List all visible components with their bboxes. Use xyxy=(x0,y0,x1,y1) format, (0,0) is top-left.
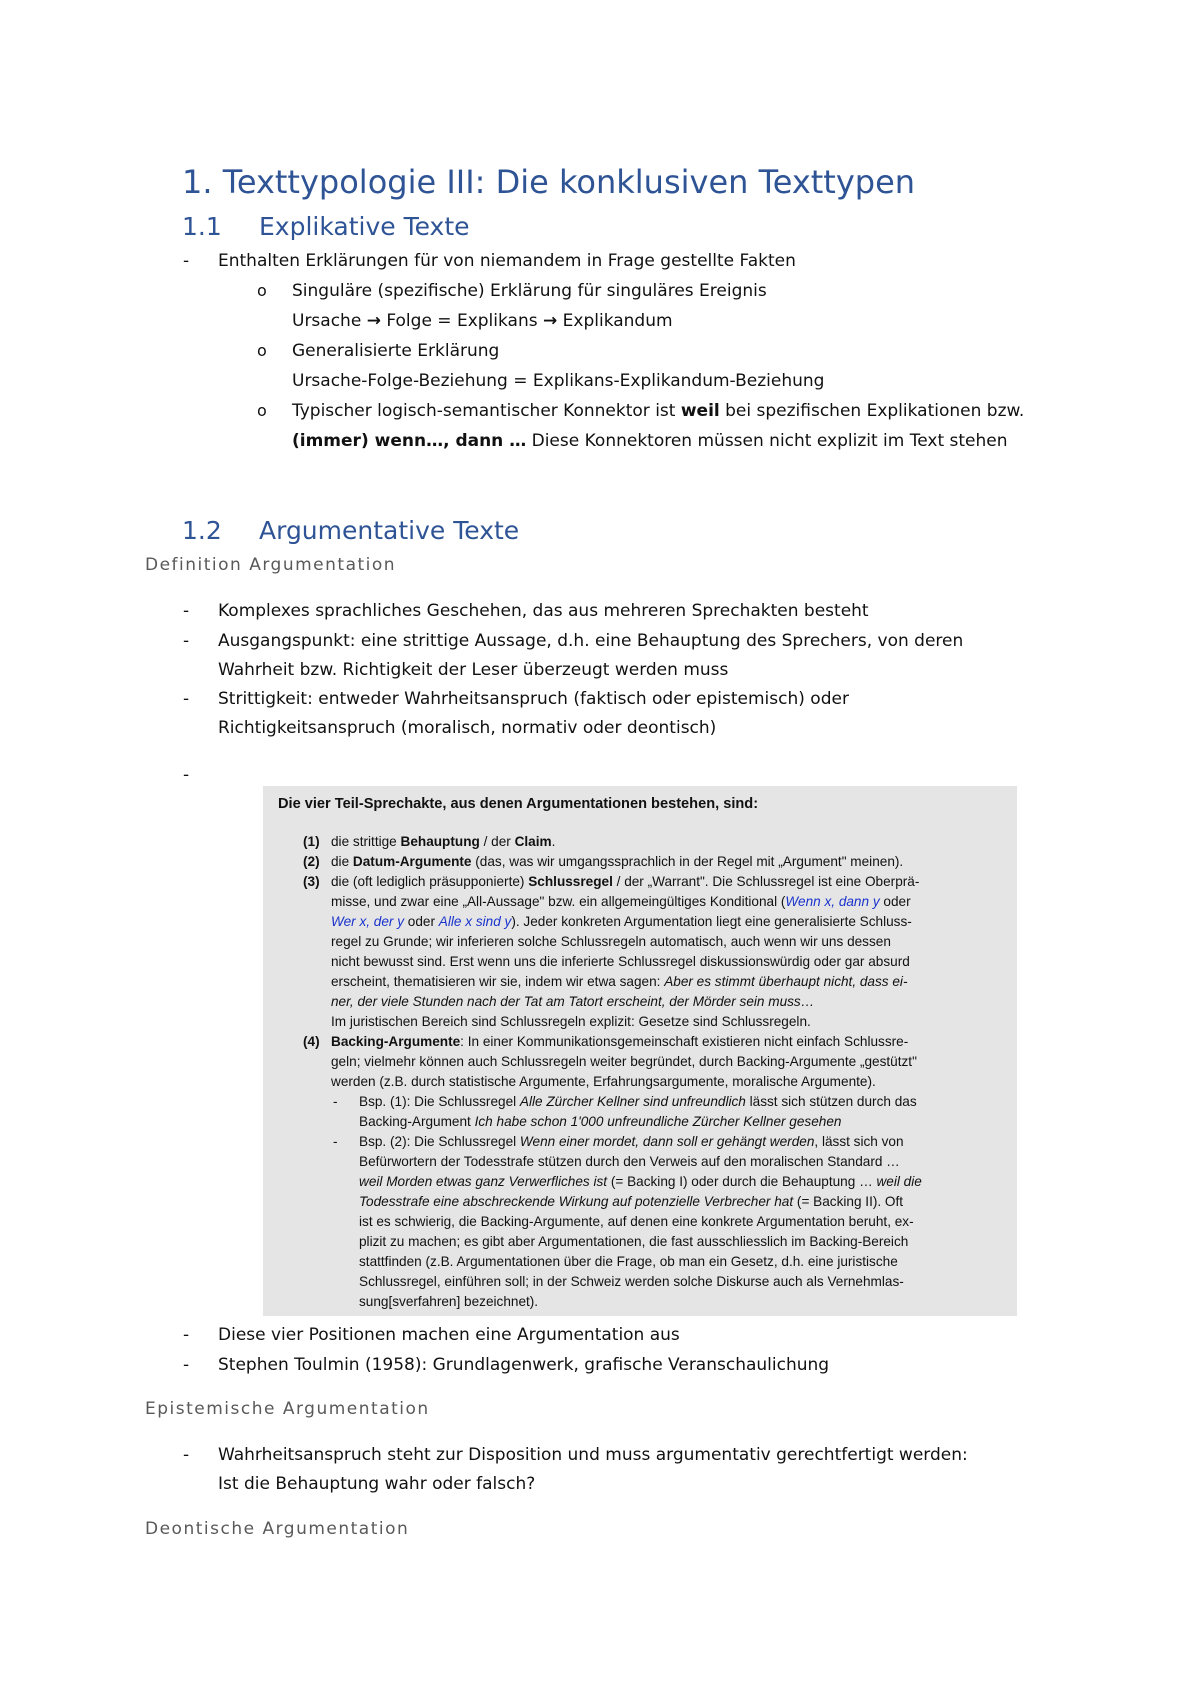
list-item: Singuläre (spezifische) Erklärung für singuläres Ereignis xyxy=(292,281,767,301)
figure-line: die strittige Behauptung / der Claim. xyxy=(331,834,556,849)
figure-line: plizit zu machen; es gibt aber Argumentationen, die fast ausschliesslich im Backing-Bereich xyxy=(359,1234,909,1249)
figure-number: (1) xyxy=(303,834,320,849)
circle-bullet: o xyxy=(257,401,267,420)
figure-line: die (oft lediglich präsupponierte) Schlussregel / der „Warrant". Die Schlussregel ist eine Oberprä- xyxy=(331,874,920,889)
list-item-continuation: (immer) wenn…, dann … Diese Konnektoren müssen nicht explizit im Text stehen xyxy=(292,431,1008,451)
list-item: Typischer logisch-semantischer Konnektor ist weil bei spezifischen Explikationen bzw. xyxy=(292,401,1025,421)
section-title: Explikative Texte xyxy=(259,212,470,241)
figure-line: sung[sverfahren] bezeichnet). xyxy=(359,1294,539,1309)
page-title: 1. Texttypologie III: Die konklusiven Texttypen xyxy=(182,163,916,201)
circle-bullet: o xyxy=(257,281,267,300)
dash-bullet: - xyxy=(183,765,190,785)
figure-line: Schlussregel, einführen soll; in der Schweiz werden solche Diskurse auch als Vernehmlas- xyxy=(359,1274,904,1289)
figure-line: die Datum-Argumente (das, was wir umgangssprachlich in der Regel mit „Argument" meinen). xyxy=(331,854,904,869)
section-title: Argumentative Texte xyxy=(259,516,520,545)
figure-line: misse, und zwar eine „All-Aussage" bzw. ein allgemeingültiges Konditional (Wenn x, dann y oder xyxy=(331,894,911,909)
figure-line: Bsp. (2): Die Schlussregel Wenn einer mordet, dann soll er gehängt werden, lässt sich von xyxy=(359,1134,904,1149)
toulmin-figure xyxy=(263,786,1017,1316)
list-item-continuation: Ursache-Folge-Beziehung = Explikans-Explikandum-Beziehung xyxy=(292,371,825,391)
dash-bullet: - xyxy=(183,251,190,271)
dash-bullet: - xyxy=(183,689,190,709)
subheading-deontische: Deontische Argumentation xyxy=(145,1519,410,1539)
list-item-continuation: Ursache → Folge = Explikans → Explikandum xyxy=(292,311,673,331)
list-item: Komplexes sprachliches Geschehen, das aus mehreren Sprechakten besteht xyxy=(218,601,869,621)
figure-line: geln; vielmehr können auch Schlussregeln weiter begründet, durch Backing-Argumente „gestützt" xyxy=(331,1054,917,1069)
list-item-continuation: Ist die Behauptung wahr oder falsch? xyxy=(218,1474,536,1494)
figure-line: nicht bewusst sind. Erst wenn uns die inferierte Schlussregel diskussionswürdig oder gar absurd xyxy=(331,954,910,969)
list-item: Enthalten Erklärungen für von niemandem in Frage gestellte Fakten xyxy=(218,251,796,271)
figure-line: regel zu Grunde; wir inferieren solche Schlussregeln automatisch, auch wenn wir uns dessen xyxy=(331,934,891,949)
figure-number: (2) xyxy=(303,854,320,869)
figure-line: erscheint, thematisieren wir sie, indem wir etwa sagen: Aber es stimmt überhaupt nicht, dass ei- xyxy=(331,974,908,989)
figure-dash: - xyxy=(333,1094,338,1109)
list-item-continuation: Richtigkeitsanspruch (moralisch, normativ oder deontisch) xyxy=(218,718,717,738)
figure-title: Die vier Teil-Sprechakte, aus denen Argumentationen bestehen, sind: xyxy=(278,796,759,812)
dash-bullet: - xyxy=(183,1325,190,1345)
section-heading-argumentative xyxy=(182,516,519,545)
figure-line: ist es schwierig, die Backing-Argumente, auf denen eine konkrete Argumentation beruht, ex- xyxy=(359,1214,914,1229)
figure-line: werden (z.B. durch statistische Argumente, Erfahrungsargumente, moralische Argumente). xyxy=(331,1074,876,1089)
figure-line: Todesstrafe eine abschreckende Wirkung auf potenzielle Verbrecher hat (= Backing II). Oft xyxy=(359,1194,904,1209)
list-item: Wahrheitsanspruch steht zur Disposition und muss argumentativ gerechtfertigt werden: xyxy=(218,1445,968,1465)
figure-line: stattfinden (z.B. Argumentationen über die Frage, ob man ein Gesetz, d.h. eine juristische xyxy=(359,1254,898,1269)
figure-line: Bsp. (1): Die Schlussregel Alle Zürcher Kellner sind unfreundlich lässt sich stützen durch das xyxy=(359,1094,917,1109)
list-item: Generalisierte Erklärung xyxy=(292,341,500,361)
list-item: Stephen Toulmin (1958): Grundlagenwerk, grafische Veranschaulichung xyxy=(218,1355,830,1375)
figure-line: ner, der viele Stunden nach der Tat am Tatort erscheint, der Mörder sein muss… xyxy=(331,994,815,1009)
dash-bullet: - xyxy=(183,1445,190,1465)
list-item: Ausgangspunkt: eine strittige Aussage, d.h. eine Behauptung des Sprechers, von deren xyxy=(218,631,964,651)
figure-line: weil Morden etwas ganz Verwerfliches ist (= Backing I) oder durch die Behauptung … weil die xyxy=(359,1174,922,1189)
subheading-definition: Definition Argumentation xyxy=(145,555,397,575)
list-item-continuation: Wahrheit bzw. Richtigkeit der Leser überzeugt werden muss xyxy=(218,660,729,680)
figure-dash: - xyxy=(333,1134,338,1149)
arrow-icon: → xyxy=(366,311,381,331)
figure-line: Befürwortern der Todesstrafe stützen durch den Verweis auf den moralischen Standard … xyxy=(359,1154,900,1169)
dash-bullet: - xyxy=(183,631,190,651)
dash-bullet: - xyxy=(183,601,190,621)
section-heading-explikative xyxy=(182,212,470,241)
figure-number: (3) xyxy=(303,874,320,889)
list-item: Strittigkeit: entweder Wahrheitsanspruch (faktisch oder epistemisch) oder xyxy=(218,689,849,709)
figure-line: Wer x, der y oder Alle x sind y). Jeder konkreten Argumentation liegt eine generalisierte Schluss- xyxy=(331,914,912,929)
section-number: 1.2 xyxy=(182,516,222,545)
figure-line: Backing-Argumente: In einer Kommunikationsgemeinschaft existieren nicht einfach Schlussre- xyxy=(331,1034,909,1049)
subheading-epistemische: Epistemische Argumentation xyxy=(145,1399,430,1419)
figure-line: Im juristischen Bereich sind Schlussregeln explizit: Gesetze sind Schlussregeln. xyxy=(331,1014,811,1029)
figure-line: Backing-Argument Ich habe schon 1'000 unfreundliche Zürcher Kellner gesehen xyxy=(359,1114,842,1129)
list-item: Diese vier Positionen machen eine Argumentation aus xyxy=(218,1325,680,1345)
arrow-icon: → xyxy=(543,311,558,331)
section-number: 1.1 xyxy=(182,212,222,241)
figure-number: (4) xyxy=(303,1034,320,1049)
dash-bullet: - xyxy=(183,1355,190,1375)
circle-bullet: o xyxy=(257,341,267,360)
